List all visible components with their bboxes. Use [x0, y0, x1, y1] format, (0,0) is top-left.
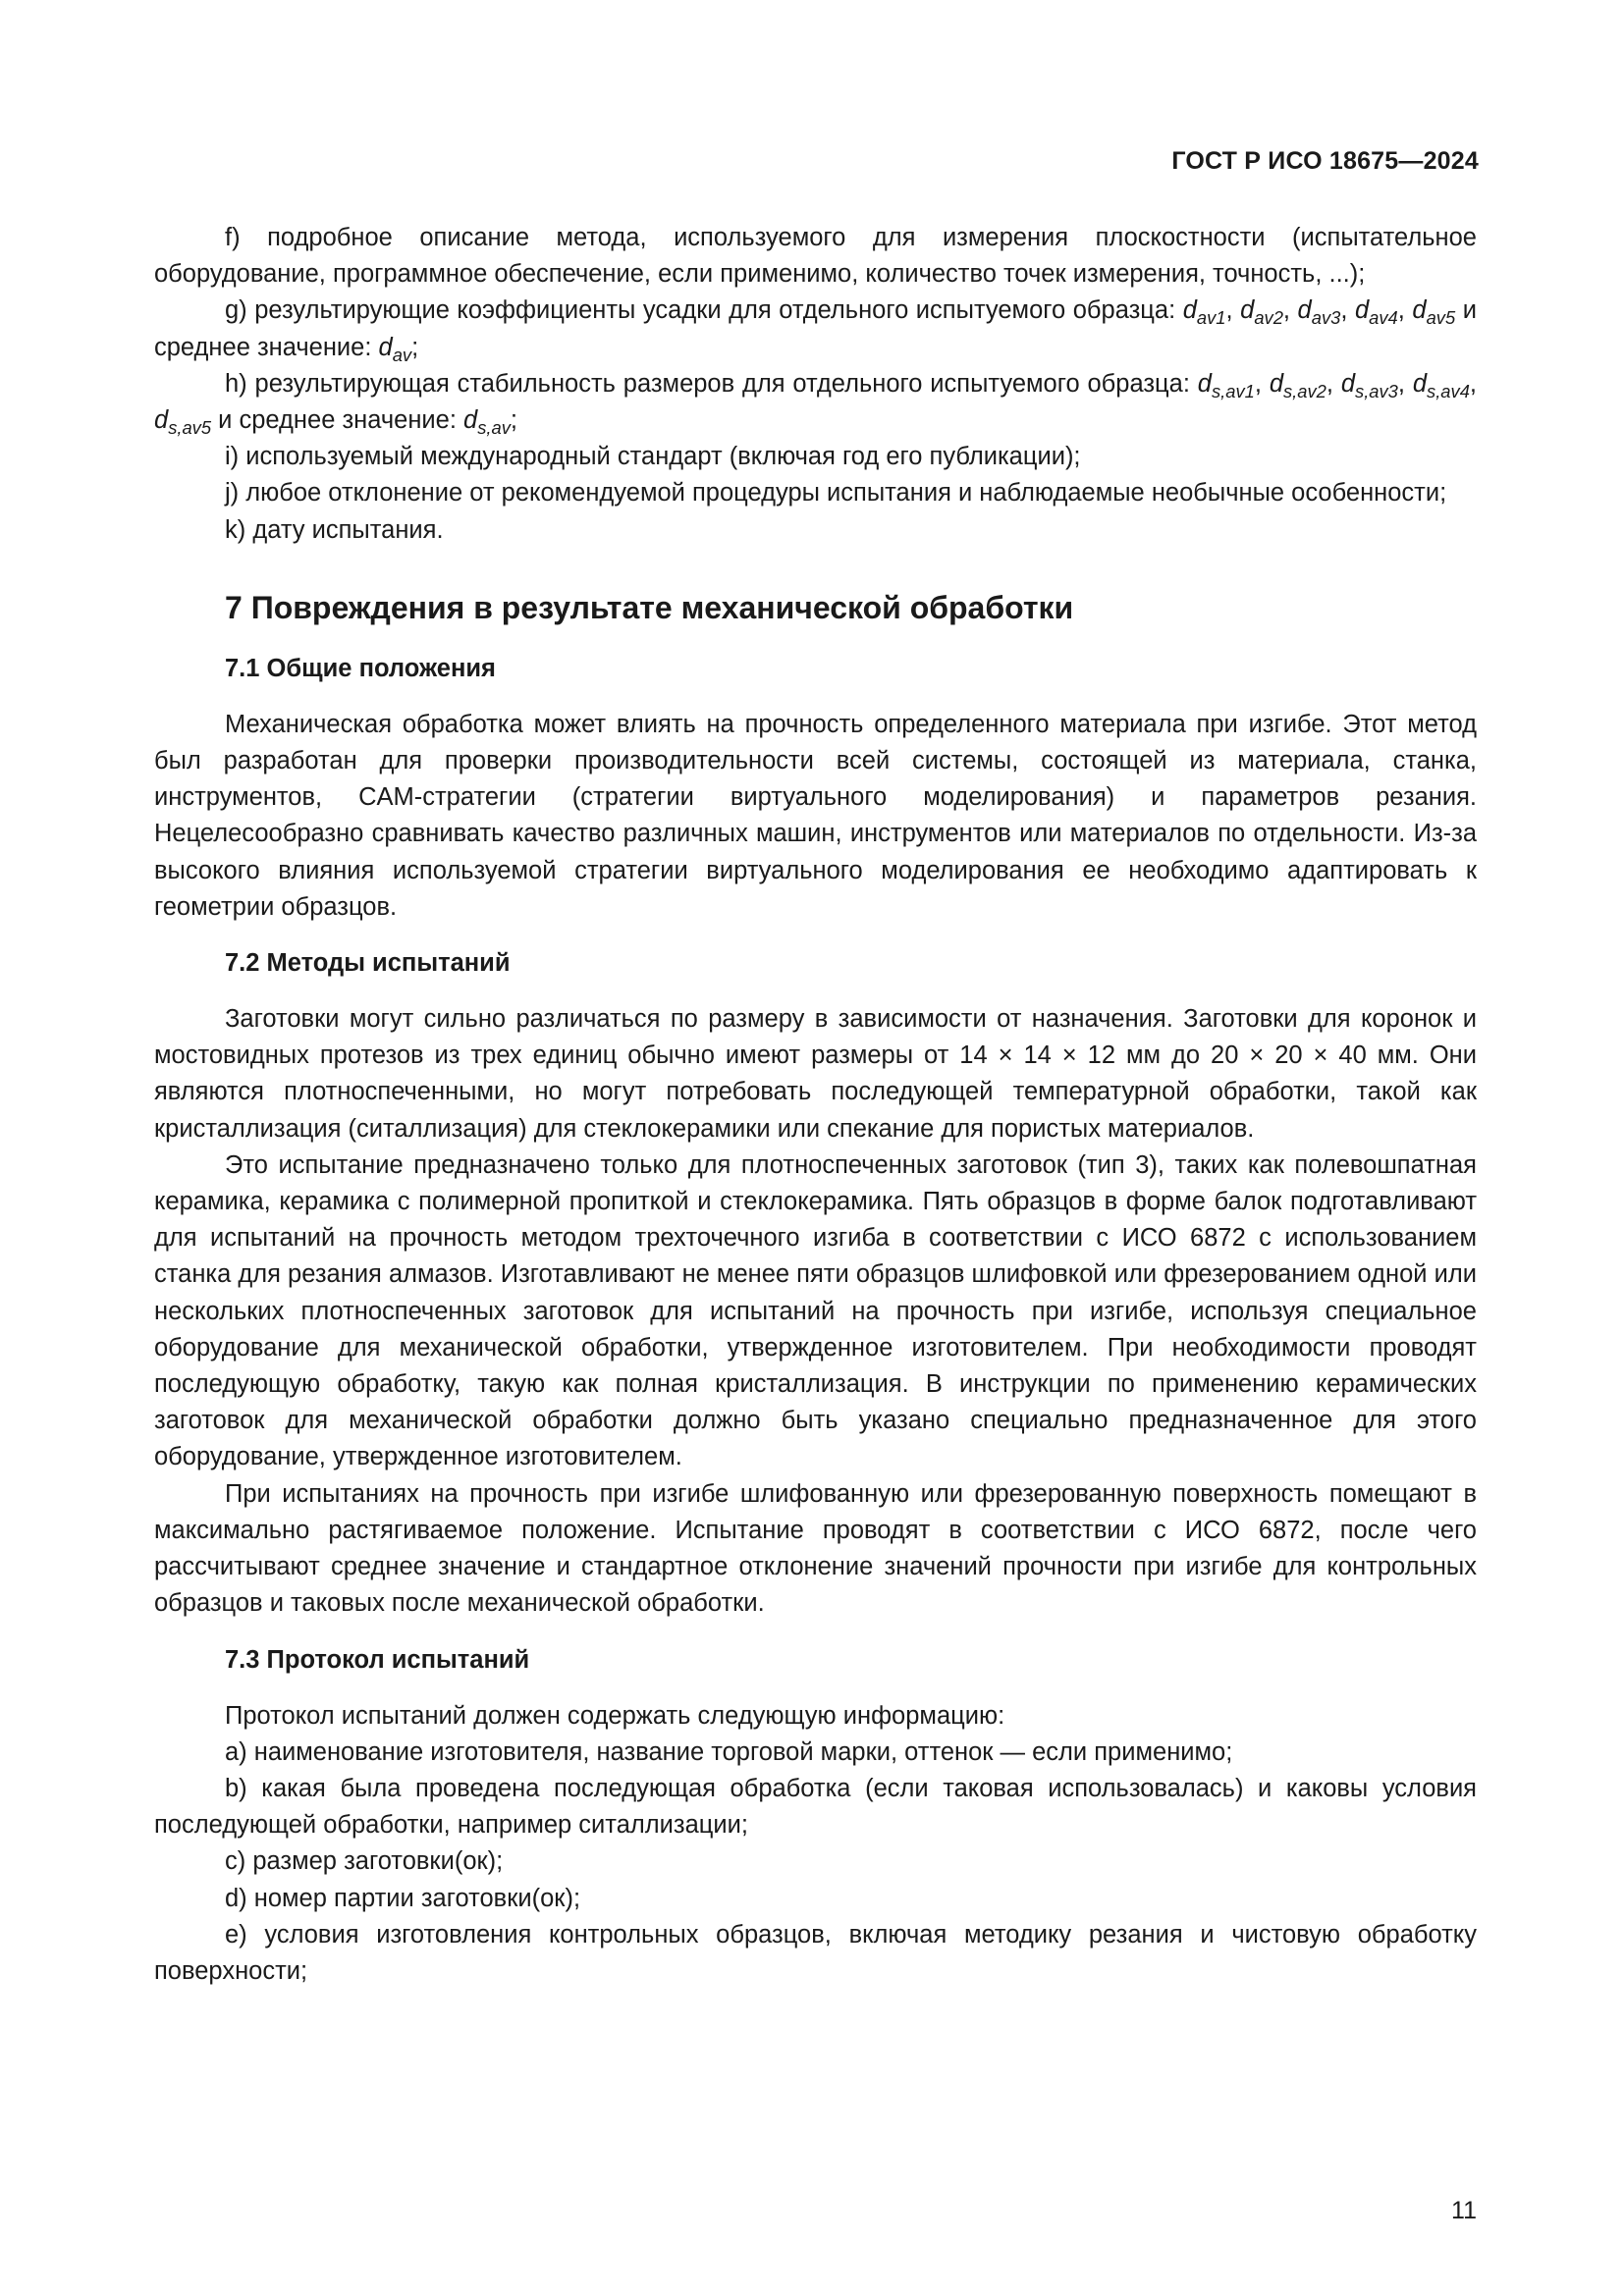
subsection-7-1-title: 7.1 Общие положения: [225, 654, 496, 682]
list-item-f: f) подробное описание метода, используемого для измерения плоскостности (испытательное оборудование, программное обеспечение, если применимо, количество точек измерения, точность, ...);: [154, 224, 1477, 289]
list-item-h-mean: и среднее значение:: [218, 406, 457, 435]
list-item-g-mean: и среднее значение:: [154, 296, 1477, 361]
paragraph-7-2-1: Заготовки могут сильно различаться по размеру в зависимости от назначения. Заготовки для коронок и мостовидных протезов из трех единиц обычно имеют размеры от 14 × 14 × 12 мм до 20 × 20 × 40 мм. Они являются плотноспеченными, но могут потребовать последующей температурной обработки, такой как кристаллизация (ситаллизация) для стеклокерамики или спекание для пористых материалов.: [154, 1005, 1477, 1143]
page-number: 11: [1451, 2197, 1477, 2224]
paragraph-7-3-intro: Протокол испытаний должен содержать следующую информацию:: [225, 1701, 1005, 1730]
list-item-i: i) используемый международный стандарт (включая год его публикации);: [225, 443, 1081, 471]
subsection-7-3-title: 7.3 Протокол испытаний: [225, 1645, 530, 1674]
list-item-e: e) условия изготовления контрольных образцов, включая методику резания и чистовую обработку поверхности;: [154, 1920, 1477, 1985]
list-item-d: d) номер партии заготовки(ок);: [225, 1884, 581, 1912]
document-header: ГОСТ Р ИСО 18675—2024: [1171, 147, 1479, 175]
list-item-j: j) любое отклонение от рекомендуемой процедуры испытания и наблюдаемые необычные особенности;: [225, 479, 1447, 507]
list-item-h: h) результирующая стабильность размеров для отдельного испытуемого образца: $d_{s,av1}$, $d_{s,av2}$, $d_{s,av3}$, $d_{s,av4}$, $d_{s,av5}$ и среднее значение: $d_{s,av}$;: [154, 369, 1478, 438]
list-item-b: b) какая была проведена последующая обработка (если таковая использовалась) и каковы условия последующей обработки, например ситаллизации;: [154, 1774, 1477, 1840]
list-item-h-text: h) результирующая стабильность размеров для отдельного испытуемого образца:: [225, 369, 1190, 398]
paragraph-7-2-3: При испытаниях на прочность при изгибе шлифованную или фрезерованную поверхность помещают в максимально растягиваемое положение. Испытание проводят в соответствии с ИСО 6872, после чего рассчитывают среднее значение и стандартное отклонение значений прочности при изгибе для контрольных образцов и таковых после механической обработки.: [154, 1479, 1477, 1618]
list-item-c: c) размер заготовки(ок);: [225, 1847, 504, 1876]
document-body: [154, 220, 1477, 1990]
subsection-7-2-title: 7.2 Методы испытаний: [225, 949, 511, 978]
list-item-g-text: g) результирующие коэффициенты усадки для отдельного испытуемого образца:: [225, 296, 1176, 325]
list-item-k: k) дату испытания.: [225, 515, 444, 544]
paragraph-7-2-2: Это испытание предназначено только для плотноспеченных заготовок (тип 3), таких как полевошпатная керамика, керамика с полимерной пропиткой и стеклокерамика. Пять образцов в форме балок подготавливают для испытаний на прочность методом трехточечного изгиба в соответствии с ИСО 6872 с использованием станка для резания алмазов. Изготавливают не менее пяти образцов шлифовкой или фрезерованием одной или нескольких плотноспеченных заготовок для испытаний на прочность при изгибе, используя специальное оборудование для механической обработки, утвержденное изготовителем. При необходимости проводят последующую обработку, такую как полная кристаллизация. В инструкции по применению керамических заготовок для механической обработки должно быть указано специально предназначенное для этого оборудование, утвержденное изготовителем.: [154, 1150, 1477, 1471]
list-item-a: a) наименование изготовителя, название торговой марки, оттенок — если применимо;: [225, 1737, 1233, 1766]
list-item-g: g) результирующие коэффициенты усадки для отдельного испытуемого образца: $d_{av1}$, $d_{av2}$, $d_{av3}$, $d_{av4}$, $d_{av5}$ и среднее значение: $d_{av}$;: [154, 296, 1477, 365]
section-7-title: 7 Повреждения в результате механической обработки: [225, 589, 1074, 625]
paragraph-7-1: Механическая обработка может влиять на прочность определенного материала при изгибе. Этот метод был разработан для проверки производительности всей системы, состоящей из материала, станка, инструментов, CAM-стратегии (стратегии виртуального моделирования) и параметров резания. Нецелесообразно сравнивать качество различных машин, инструментов или материалов по отдельности. Из-за высокого влияния используемой стратегии виртуального моделирования ее необходимо адаптировать к геометрии образцов.: [154, 710, 1477, 921]
